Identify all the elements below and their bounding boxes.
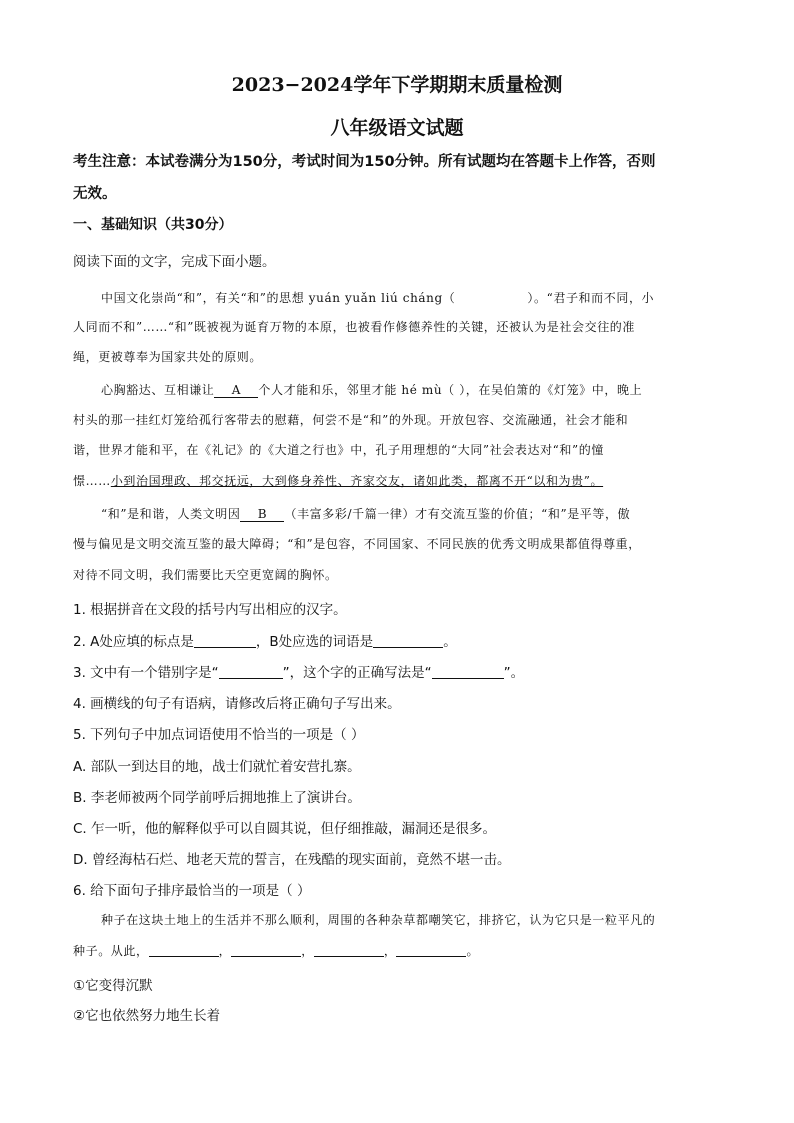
- answer-blank[interactable]: [194, 634, 256, 648]
- passage-line: 对待不同文明，我们需要比天空更宽阔的胸怀。: [73, 568, 338, 582]
- passage-line: 种子在这块土地上的生活并不那么顺利，周围的各种杂草都嘲笑它，排挤它，认为它只是一粒平凡的: [101, 913, 656, 927]
- question-1: 1. 根据拼音在文段的括号内写出相应的汉字。: [73, 602, 347, 618]
- question-6: 6. 给下面句子排序最恰当的一项是（ ）: [73, 883, 311, 899]
- sentence-item-1: ①它变得沉默: [73, 978, 153, 994]
- answer-blank[interactable]: [219, 665, 283, 679]
- passage-line: “和”是和谐，人类文明因 B （丰富多彩/千篇一律）才有交流互鉴的价值；“和”是平等，傲: [101, 507, 631, 521]
- passage-line: 中国文化崇尚“和”，有关“和”的思想 yuán yuǎn liú cháng（ ）。“君子和而不同，小: [101, 291, 655, 305]
- answer-blank[interactable]: [149, 943, 219, 957]
- answer-blank[interactable]: [432, 665, 504, 679]
- exam-subtitle: 八年级语文试题: [330, 117, 464, 139]
- passage-line: 村头的那一挂红灯笼给孤行客带去的慰藉，何尝不是“和”的外现。开放包容、交流融通，社会才能和: [73, 413, 629, 427]
- option-b[interactable]: B. 李老师被两个同学前呼后拥地推上了演讲台。: [73, 790, 361, 806]
- option-c[interactable]: C. 乍一听，他的解释似乎可以自圆其说，但仔细推敲，漏洞还是很多。: [73, 821, 497, 837]
- section-title: 一、基础知识（共30分）: [73, 217, 233, 233]
- passage-line: 慢与偏见是文明交流互鉴的最大障碍；“和”是包容，不同国家、不同民族的优秀文明成果都值得尊重，: [73, 537, 641, 551]
- answer-blank[interactable]: [231, 943, 301, 957]
- blank-b: B: [240, 507, 284, 522]
- passage-line: 谐，世界才能和平，在《礼记》的《大道之行也》中，孔子用理想的“大同”社会表达对“和”的憧: [73, 443, 604, 457]
- answer-blank[interactable]: [396, 943, 466, 957]
- question-3: 3. 文中有一个错别字是“ ”，这个字的正确写法是“ ”。: [73, 665, 525, 681]
- question-4: 4. 画横线的句子有语病，请修改后将正确句子写出来。: [73, 696, 401, 712]
- passage-line: 憬……小到治国理政、邦交抚远，大到修身养性、齐家交友，诸如此类，都离不开“以和为贵”。: [73, 474, 604, 488]
- passage-line: 绳，更被尊奉为国家共处的原则。: [73, 350, 263, 364]
- exam-title: 2023−2024学年下学期期末质量检测: [231, 74, 563, 96]
- passage-line: 人同而不和”……“和”既被视为诞育万物的本原，也被看作修德养性的关键，还被认为是社会交往的准: [73, 320, 636, 334]
- question-5: 5. 下列句子中加点词语使用不恰当的一项是（ ）: [73, 727, 365, 743]
- underlined-sentence: 小到治国理政、邦交抚远，大到修身养性、齐家交友，诸如此类，都离不开“以和为贵”。: [110, 474, 604, 488]
- option-d[interactable]: D. 曾经海枯石烂、地老天荒的誓言，在残酷的现实面前，竟然不堪一击。: [73, 852, 511, 868]
- sentence-item-2: ②它也依然努力地生长着: [73, 1008, 221, 1024]
- notice-line-2: 无效。: [73, 186, 117, 202]
- blank-a: A: [214, 383, 258, 398]
- notice-line-1: 考生注意：本试卷满分为150分，考试时间为150分钟。所有试题均在答题卡上作答，否则: [73, 154, 656, 170]
- passage-line: 种子。从此， ， ， ， 。: [73, 944, 480, 958]
- passage-line: 心胸豁达、互相谦让 A 个人才能和乐，邻里才能 hé mù（ ），在吴伯箫的《灯笼》中，晚上: [101, 383, 643, 397]
- reading-intro: 阅读下面的文字，完成下面小题。: [73, 254, 276, 270]
- answer-blank[interactable]: [373, 634, 443, 648]
- option-a[interactable]: A. 部队一到达目的地，战士们就忙着安营扎寨。: [73, 759, 361, 775]
- question-2: 2. A处应填的标点是 ，B处应选的词语是 。: [73, 634, 457, 650]
- answer-blank[interactable]: [314, 943, 384, 957]
